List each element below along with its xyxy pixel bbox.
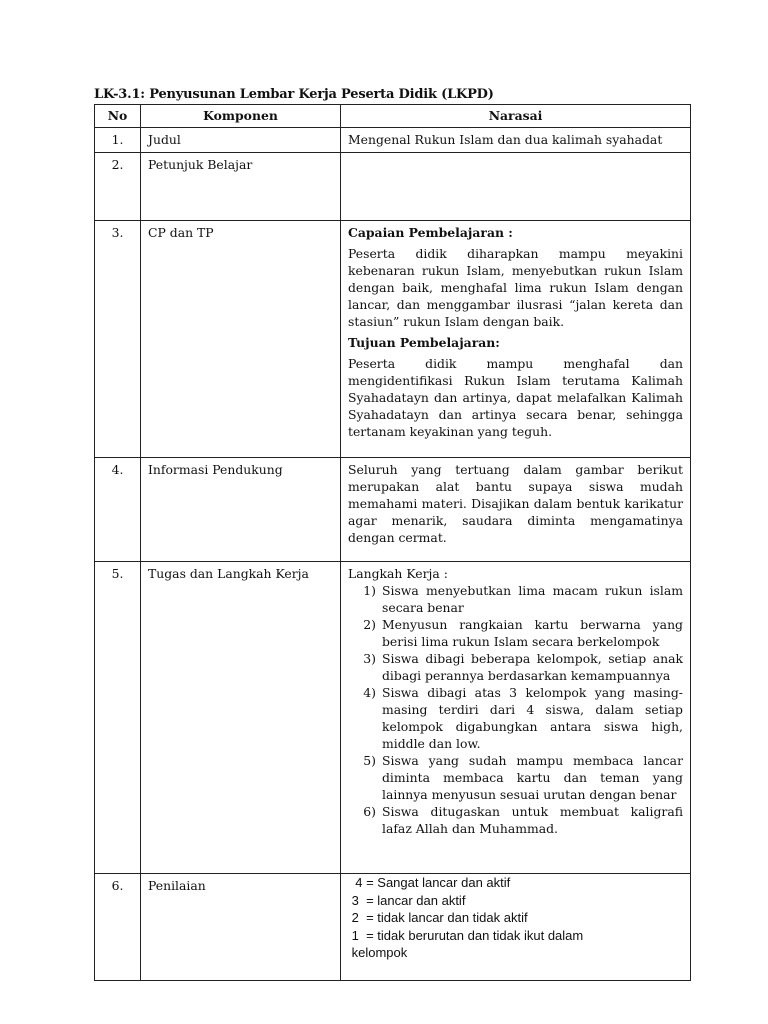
row-komponen: Petunjuk Belajar — [141, 153, 341, 221]
header-narasai: Narasai — [341, 105, 691, 128]
step-text: Siswa ditugaskan untuk membuat kaligrafi lafaz Allah dan Muhammad. — [382, 804, 683, 836]
list-item — [348, 616, 683, 650]
row-number: 3. — [95, 221, 141, 458]
step-text: Siswa yang sudah mampu membaca lancar diminta membaca kartu dan teman yang lainnya menyusun sesuai urutan dengan benar — [382, 753, 683, 802]
step-text: Siswa dibagi beberapa kelompok, setiap anak dibagi perannya berdasarkan kemampuannya — [382, 651, 683, 683]
row-number: 4. — [95, 458, 141, 562]
header-komponen: Komponen — [141, 105, 341, 128]
step-number: 6) — [363, 804, 376, 819]
penilaian-line: 1 = tidak berurutan dan tidak ikut dalam — [348, 927, 584, 943]
table-row — [95, 128, 691, 153]
step-text: Siswa dibagi atas 3 kelompok yang masing-masing terdiri dari 4 siswa, dalam setiap kelompok digabungkan antara siswa high, middle dan low. — [382, 685, 683, 751]
table-row — [95, 153, 691, 221]
list-item — [348, 650, 683, 684]
penilaian-line: kelompok — [348, 945, 408, 960]
step-number: 2) — [363, 617, 376, 632]
row-narasai — [341, 874, 691, 981]
list-item — [348, 582, 683, 616]
header-no: No — [95, 105, 141, 128]
row-narasai: Seluruh yang tertuang dalam gambar berikut merupakan alat bantu supaya siswa mudah memahami materi. Disajikan dalam bentuk karikatur agar menarik, saudara diminta mengamatinya dengan cermat. — [341, 458, 691, 562]
cp-text: Peserta didik diharapkan mampu meyakini kebenaran rukun Islam, menyebutkan rukun Islam dengan baik, menghafal lima rukun Islam dengan lancar, dan menggambar ilusrasi “jalan kereta dan stasiun” rukun Islam dengan baik. — [348, 246, 683, 329]
row-number: 2. — [95, 153, 141, 221]
step-number: 4) — [363, 685, 376, 700]
list-item — [348, 803, 683, 837]
document-title: LK-3.1: Penyusunan Lembar Kerja Peserta Didik (LKPD) — [94, 87, 494, 102]
row-narasai — [341, 562, 691, 874]
row-number: 1. — [95, 128, 141, 153]
cp-heading: Capaian Pembelajaran : — [348, 225, 513, 240]
table-row — [95, 874, 691, 981]
penilaian-line: 2 = tidak lancar dan tidak aktif — [348, 910, 528, 925]
penilaian-line: 4 = Sangat lancar dan aktif — [348, 875, 511, 890]
row-komponen: CP dan TP — [141, 221, 341, 458]
row-number: 5. — [95, 562, 141, 874]
langkah-heading: Langkah Kerja : — [348, 566, 448, 581]
table-header-row — [95, 105, 691, 128]
step-number: 1) — [363, 583, 376, 598]
list-item — [348, 752, 683, 803]
row-narasai: Mengenal Rukun Islam dan dua kalimah syahadat — [341, 128, 691, 153]
row-komponen: Judul — [141, 128, 341, 153]
table-row — [95, 221, 691, 458]
table-row — [95, 458, 691, 562]
table-row — [95, 562, 691, 874]
list-item — [348, 684, 683, 752]
step-number: 3) — [363, 651, 376, 666]
row-number: 6. — [95, 874, 141, 981]
row-komponen: Penilaian — [141, 874, 341, 981]
row-narasai — [341, 221, 691, 458]
row-komponen: Tugas dan Langkah Kerja — [141, 562, 341, 874]
row-komponen: Informasi Pendukung — [141, 458, 341, 562]
penilaian-line: 3 = lancar dan aktif — [348, 892, 466, 908]
steps-list — [348, 582, 683, 837]
lkpd-table — [94, 104, 691, 981]
step-text: Siswa menyebutkan lima macam rukun islam secara benar — [382, 583, 683, 615]
tp-text: Peserta didik mampu menghafal dan mengidentifikasi Rukun Islam terutama Kalimah Syahadatayn dan artinya, dapat melafalkan Kalimah Syahadatayn dan artinya secara benar, sehingga tertanam keyakinan yang teguh. — [348, 356, 683, 439]
step-number: 5) — [363, 753, 376, 768]
tp-heading: Tujuan Pembelajaran: — [348, 335, 500, 350]
step-text: Menyusun rangkaian kartu berwarna yang berisi lima rukun Islam secara berkelompok — [382, 617, 683, 649]
row-narasai — [341, 153, 691, 221]
